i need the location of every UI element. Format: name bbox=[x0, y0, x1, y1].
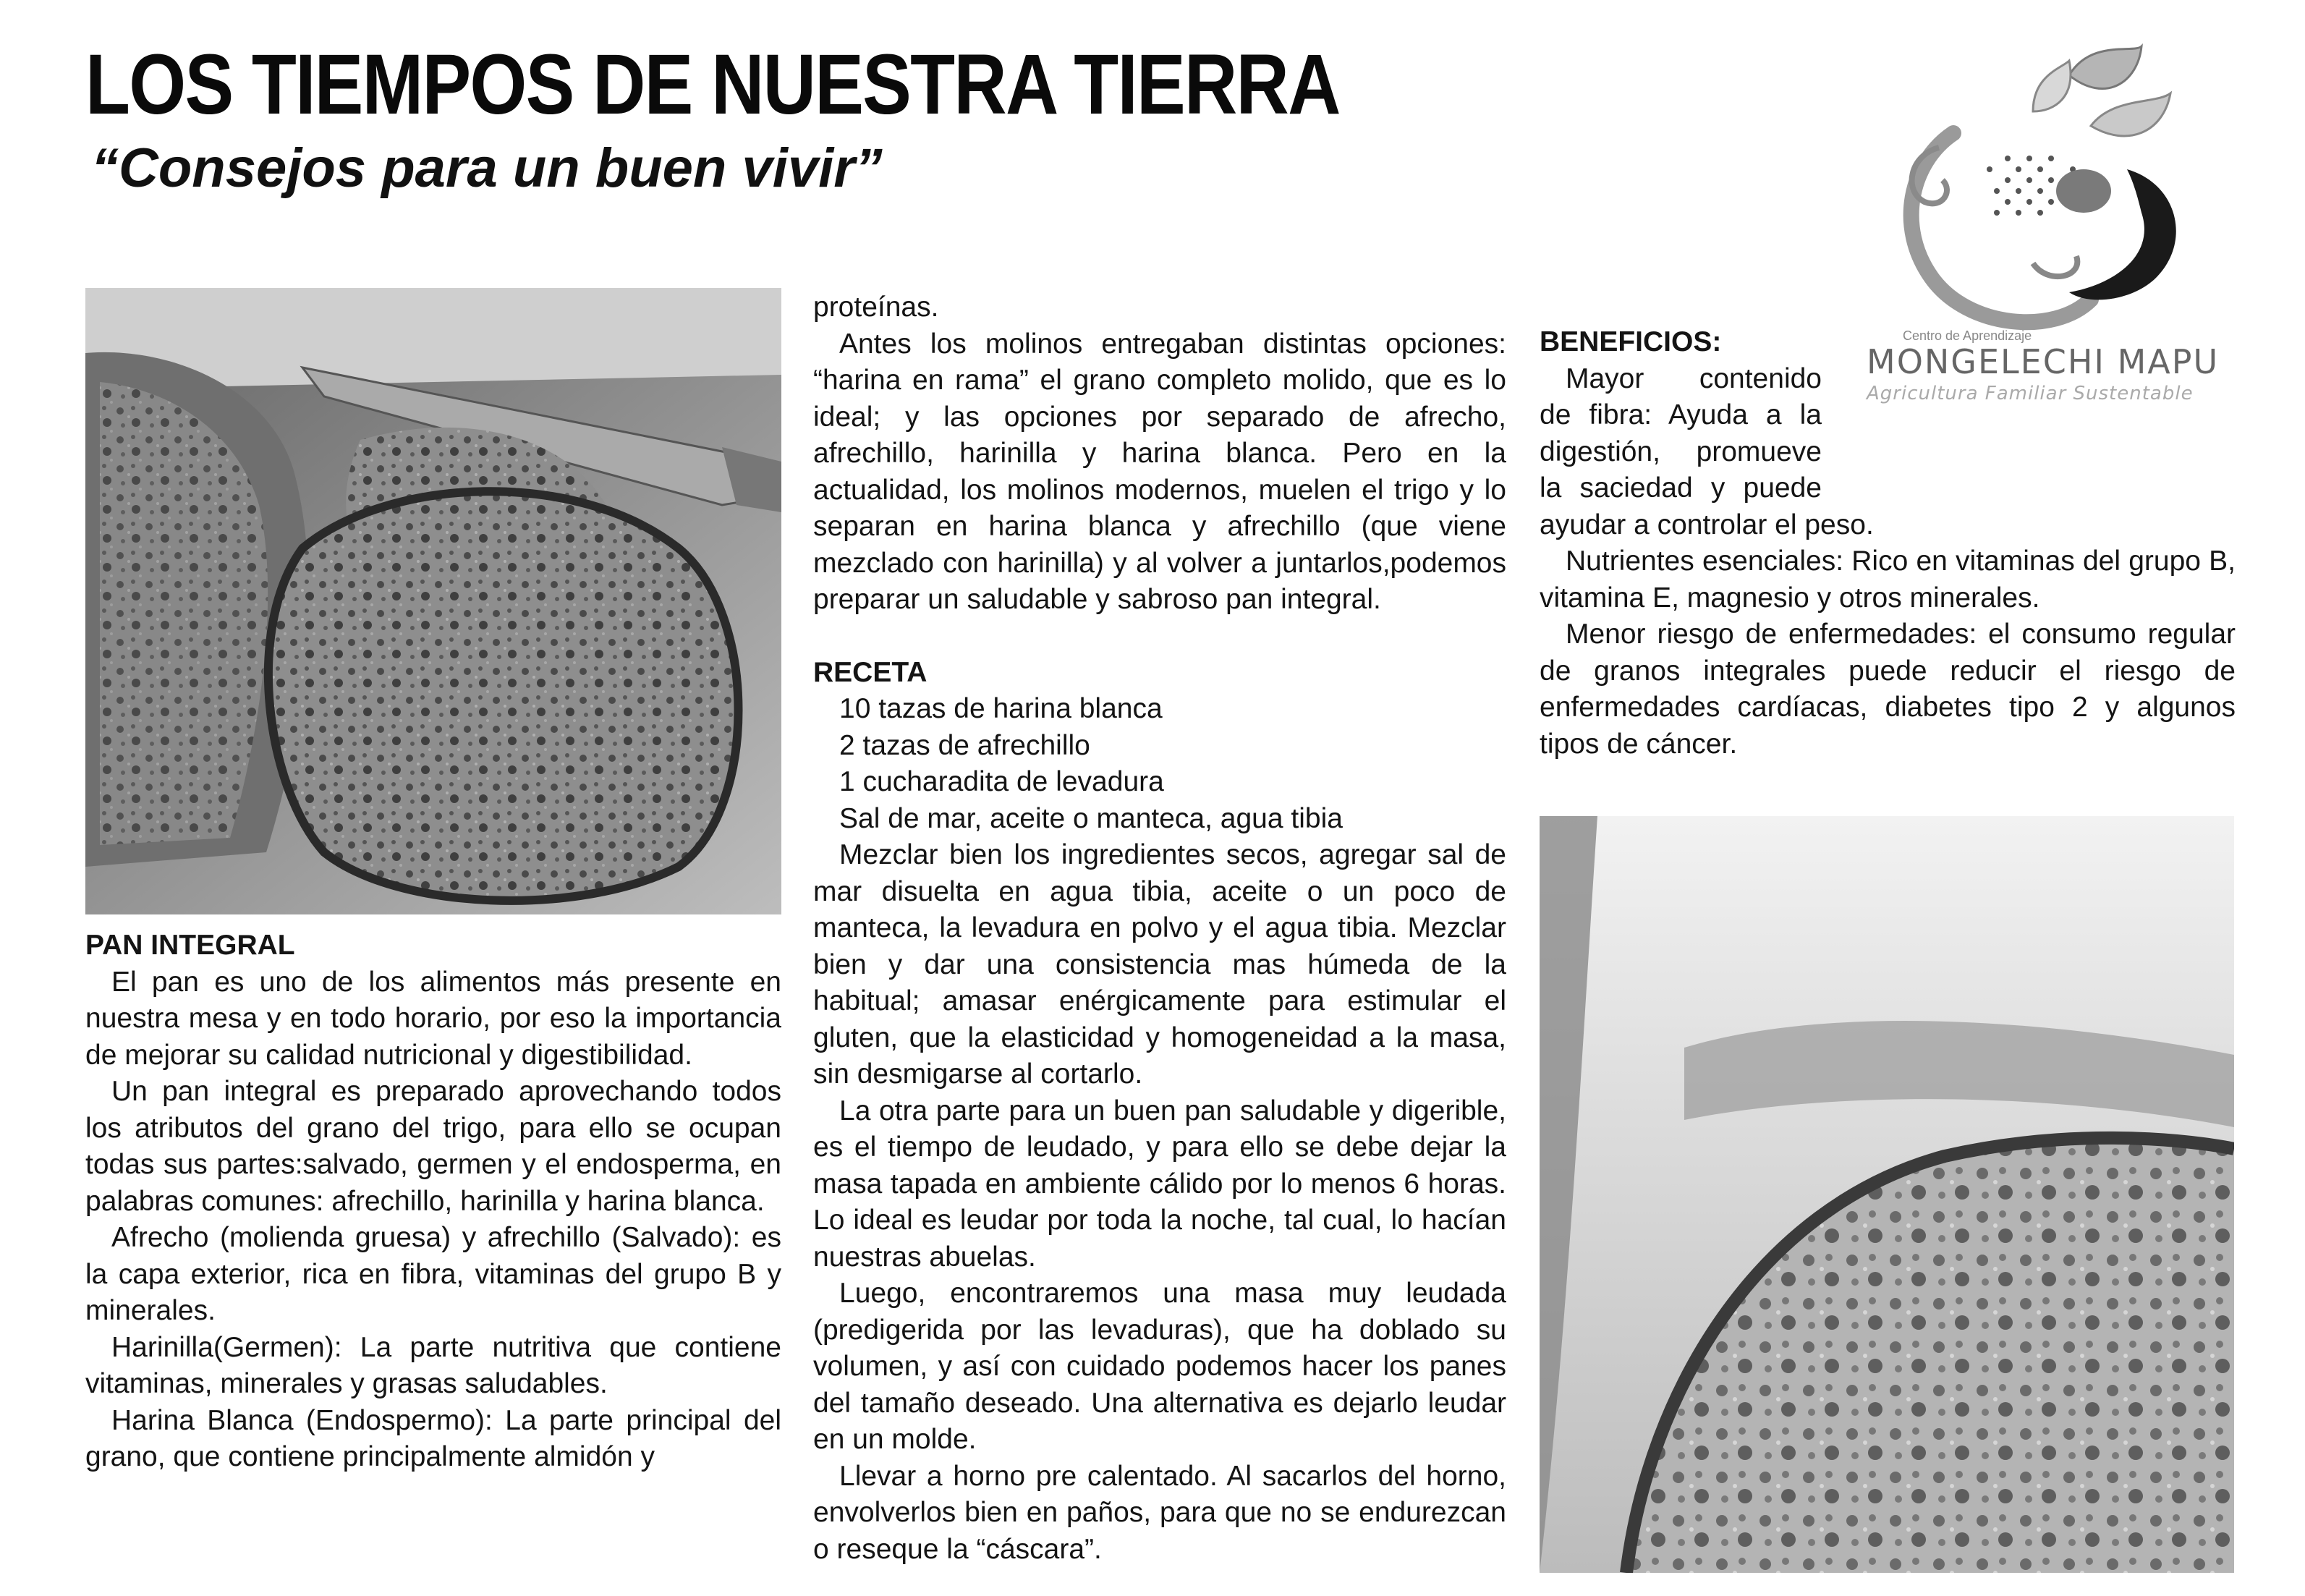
logo-top-line: Centro de Aprendizaje bbox=[1903, 328, 2032, 343]
logo-name: MONGELECHI MAPU bbox=[1867, 342, 2220, 381]
fibra-line: Mayor contenido bbox=[1566, 362, 1822, 394]
recipe-step: Llevar a horno pre calentado. Al sacarlos del horno, envolverlos bien en paños, para que no se endurezcan o reseque la “cáscara”. bbox=[813, 1460, 1506, 1565]
ingredient-item: 1 cucharadita de levadura bbox=[839, 766, 1164, 797]
recipe-step: La otra parte para un buen pan saludable y digerible, es el tiempo de leudado, y para ello se debe dejar la masa tapada en ambiente cálido por lo menos 6 horas. Lo ideal es leudar por toda la noche, tal cual, lo hacían nuestras abuelas. bbox=[813, 1095, 1506, 1273]
pan-integral-paragraph: Harina Blanca (Endospermo): La parte principal del grano, que contiene principalmente almidón y bbox=[85, 1404, 781, 1472]
pan-integral-paragraph: Harinilla(Germen): La parte nutritiva que contiene vitaminas, minerales y grasas saludables. bbox=[85, 1331, 781, 1399]
ingredient-item: Sal de mar, aceite o manteca, agua tibia bbox=[839, 802, 1343, 834]
receta-column bbox=[813, 289, 1506, 1568]
fibra-line: digestión, promueve bbox=[1540, 436, 1822, 467]
beneficios-column bbox=[1540, 324, 2236, 763]
nutrientes-paragraph: Nutrientes esenciales: Rico en vitaminas del grupo B, vitamina E, magnesio y otros minerales. bbox=[1540, 546, 2236, 614]
ingredient-item: 10 tazas de harina blanca bbox=[839, 693, 1163, 724]
molinos-paragraph: Antes los molinos entregaban distintas opciones: “harina en rama” el grano completo molido, que es lo ideal; y las opciones por separado de afrecho, afrechillo, harinilla y harina blanca. Pero en la actualidad, los molinos modernos, muelen el trigo y lo separan en harina blanca y afrechillo (que viene mezclado con harinilla) y al volver a juntarlos,podemos preparar un saludable y sabroso pan integral. bbox=[813, 328, 1506, 615]
fibra-line: de fibra: Ayuda a la bbox=[1540, 399, 1822, 430]
pan-integral-heading: PAN INTEGRAL bbox=[85, 930, 295, 961]
continuation-text: proteínas. bbox=[813, 292, 939, 323]
page-title: LOS TIEMPOS DE NUESTRA TIERRA bbox=[85, 37, 1340, 132]
page-subtitle: “Consejos para un buen vivir” bbox=[91, 137, 883, 199]
logo-tagline: Agricultura Familiar Sustentable bbox=[1867, 383, 2194, 404]
ingredient-item: 2 tazas de afrechillo bbox=[839, 729, 1090, 761]
beneficios-heading: BENEFICIOS: bbox=[1540, 326, 1722, 357]
pan-integral-paragraph: El pan es uno de los alimentos más presente en nuestra mesa y en todo horario, por eso la importancia de mejorar su calidad nutricional y digestibilidad. bbox=[85, 966, 781, 1071]
fibra-line-end: ayudar a controlar el peso. bbox=[1540, 509, 1874, 540]
recipe-step: Mezclar bien los ingredientes secos, agregar sal de mar disuelta en agua tibia, aceite o un poco de manteca, la levadura en polvo y el agua tibia. Mezclar bien y dar una consistencia mas húmeda de la habitual; amasar enérgicamente para estimular el gluten, que la elasticidad y homogeneidad a la masa, sin desmigarse al cortarlo. bbox=[813, 839, 1506, 1090]
bread-photo bbox=[85, 288, 781, 914]
pan-integral-paragraph: Un pan integral es preparado aprovechando todos los atributos del grano del trigo, para ello se ocupan todas sus partes:salvado, germen y el endosperma, en palabras comunes: afrechillo, harinilla y harina blanca. bbox=[85, 1076, 781, 1217]
riesgo-paragraph: Menor riesgo de enfermedades: el consumo regular de granos integrales puede reducir el riesgo de enfermedades cardíacas, diabetes tipo 2 y algunos tipos de cáncer. bbox=[1540, 619, 2236, 760]
pan-integral-paragraph: Afrecho (molienda gruesa) y afrechillo (Salvado): es la capa exterior, rica en fibra, vitaminas del grupo B y minerales. bbox=[85, 1222, 781, 1326]
pan-integral-column bbox=[85, 928, 781, 1476]
recipe-step: Luego, encontraremos una masa muy leudada (predigerida por las levaduras), que ha doblado su volumen, y así con cuidado podemos hacer los panes del tamaño deseado. Una alternativa es dejarlo leudar en un molde. bbox=[813, 1278, 1506, 1455]
receta-heading: RECETA bbox=[813, 656, 927, 688]
fibra-line: la saciedad y puede bbox=[1540, 472, 1822, 504]
bread-closeup-photo bbox=[1540, 816, 2234, 1573]
